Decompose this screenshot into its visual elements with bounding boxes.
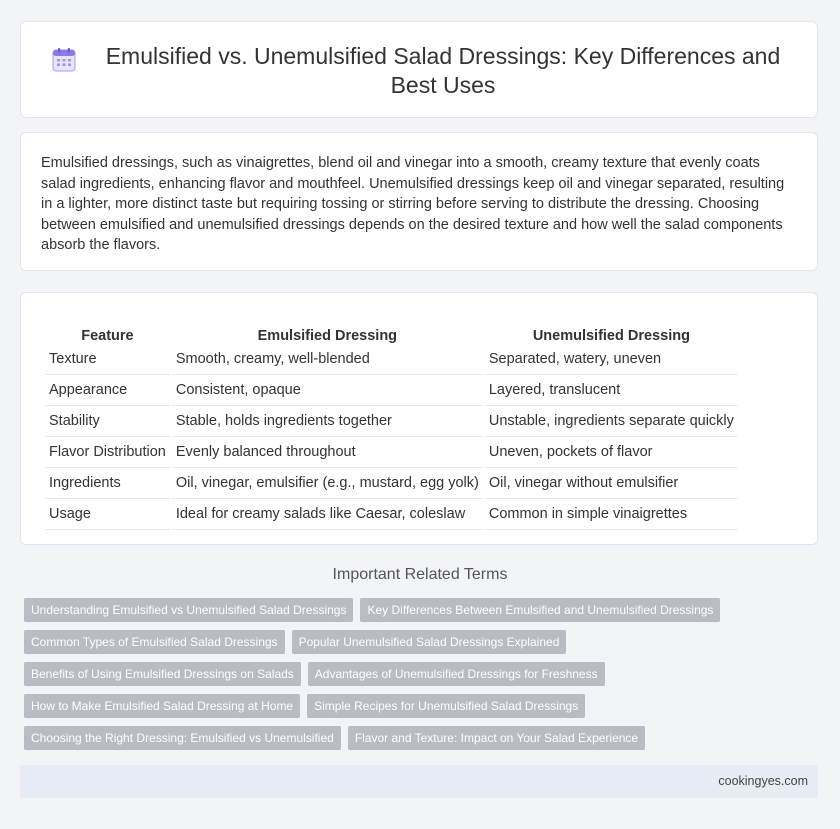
comparison-table	[43, 316, 740, 530]
table-cell: Oil, vinegar without emulsifier	[485, 468, 738, 499]
footer	[20, 765, 818, 798]
tag-row	[24, 694, 824, 718]
table-cell: Layered, translucent	[485, 375, 738, 406]
footer-domain[interactable]: cookingyes.com	[718, 774, 808, 788]
intro-paragraph: Emulsified dressings, such as vinaigrettes, blend oil and vinegar into a smooth, creamy texture that evenly coats salad ingredients, enhancing flavor and mouthfeel. Unemulsified dressings keep oil and vinegar separated, resulting in a lighter, more distinct taste but requiring tossing or stirring before serving to distribute the dressing. Choosing between emulsified and unemulsified dressings depends on the desired texture and how well the salad components absorb the flavors.	[41, 155, 785, 253]
table-cell: Common in simple vinaigrettes	[485, 499, 738, 530]
table-cell: Separated, watery, uneven	[485, 344, 738, 375]
related-terms-tags	[24, 598, 824, 758]
table-row	[45, 468, 738, 499]
column-header: Emulsified Dressing	[257, 328, 398, 344]
table-header-row	[45, 316, 738, 344]
table-cell: Unstable, ingredients separate quickly	[485, 406, 738, 437]
table-cell: Texture	[45, 344, 170, 375]
table-row	[45, 375, 738, 406]
column-header: Unemulsified Dressing	[532, 328, 690, 344]
tag-row	[24, 662, 824, 686]
tag-row	[24, 630, 824, 654]
calendar-icon	[51, 47, 77, 73]
related-term-tag[interactable]: Flavor and Texture: Impact on Your Salad Experience	[348, 726, 645, 750]
table-cell: Appearance	[45, 375, 170, 406]
header-card	[20, 21, 818, 118]
tag-row	[24, 726, 824, 750]
table-cell: Oil, vinegar, emulsifier (e.g., mustard, egg yolk)	[172, 468, 483, 499]
comparison-card	[20, 292, 818, 545]
related-term-tag[interactable]: Advantages of Unemulsified Dressings for Freshness	[308, 662, 605, 686]
related-term-tag[interactable]: Common Types of Emulsified Salad Dressings	[24, 630, 285, 654]
table-cell: Uneven, pockets of flavor	[485, 437, 738, 468]
related-term-tag[interactable]: Simple Recipes for Unemulsified Salad Dressings	[307, 694, 585, 718]
page-title: Emulsified vs. Unemulsified Salad Dressings: Key Differences and Best Uses	[105, 43, 781, 98]
table-row	[45, 437, 738, 468]
table-cell: Stable, holds ingredients together	[172, 406, 483, 437]
related-term-tag[interactable]: Key Differences Between Emulsified and Unemulsified Dressings	[360, 598, 720, 622]
related-term-tag[interactable]: Benefits of Using Emulsified Dressings on Salads	[24, 662, 301, 686]
column-header: Feature	[81, 328, 134, 344]
table-cell: Smooth, creamy, well-blended	[172, 344, 483, 375]
tag-row	[24, 598, 824, 622]
table-row	[45, 344, 738, 375]
related-term-tag[interactable]: Understanding Emulsified vs Unemulsified Salad Dressings	[24, 598, 353, 622]
table-cell: Consistent, opaque	[172, 375, 483, 406]
related-term-tag[interactable]: Popular Unemulsified Salad Dressings Explained	[292, 630, 567, 654]
table-cell: Stability	[45, 406, 170, 437]
table-cell: Usage	[45, 499, 170, 530]
table-cell: Evenly balanced throughout	[172, 437, 483, 468]
intro-card	[20, 132, 818, 271]
related-term-tag[interactable]: Choosing the Right Dressing: Emulsified vs Unemulsified	[24, 726, 341, 750]
table-row	[45, 406, 738, 437]
related-term-tag[interactable]: How to Make Emulsified Salad Dressing at Home	[24, 694, 300, 718]
related-terms-title: Important Related Terms	[332, 566, 508, 583]
table-cell: Flavor Distribution	[45, 437, 170, 468]
table-cell: Ingredients	[45, 468, 170, 499]
table-row	[45, 499, 738, 530]
table-cell: Ideal for creamy salads like Caesar, coleslaw	[172, 499, 483, 530]
